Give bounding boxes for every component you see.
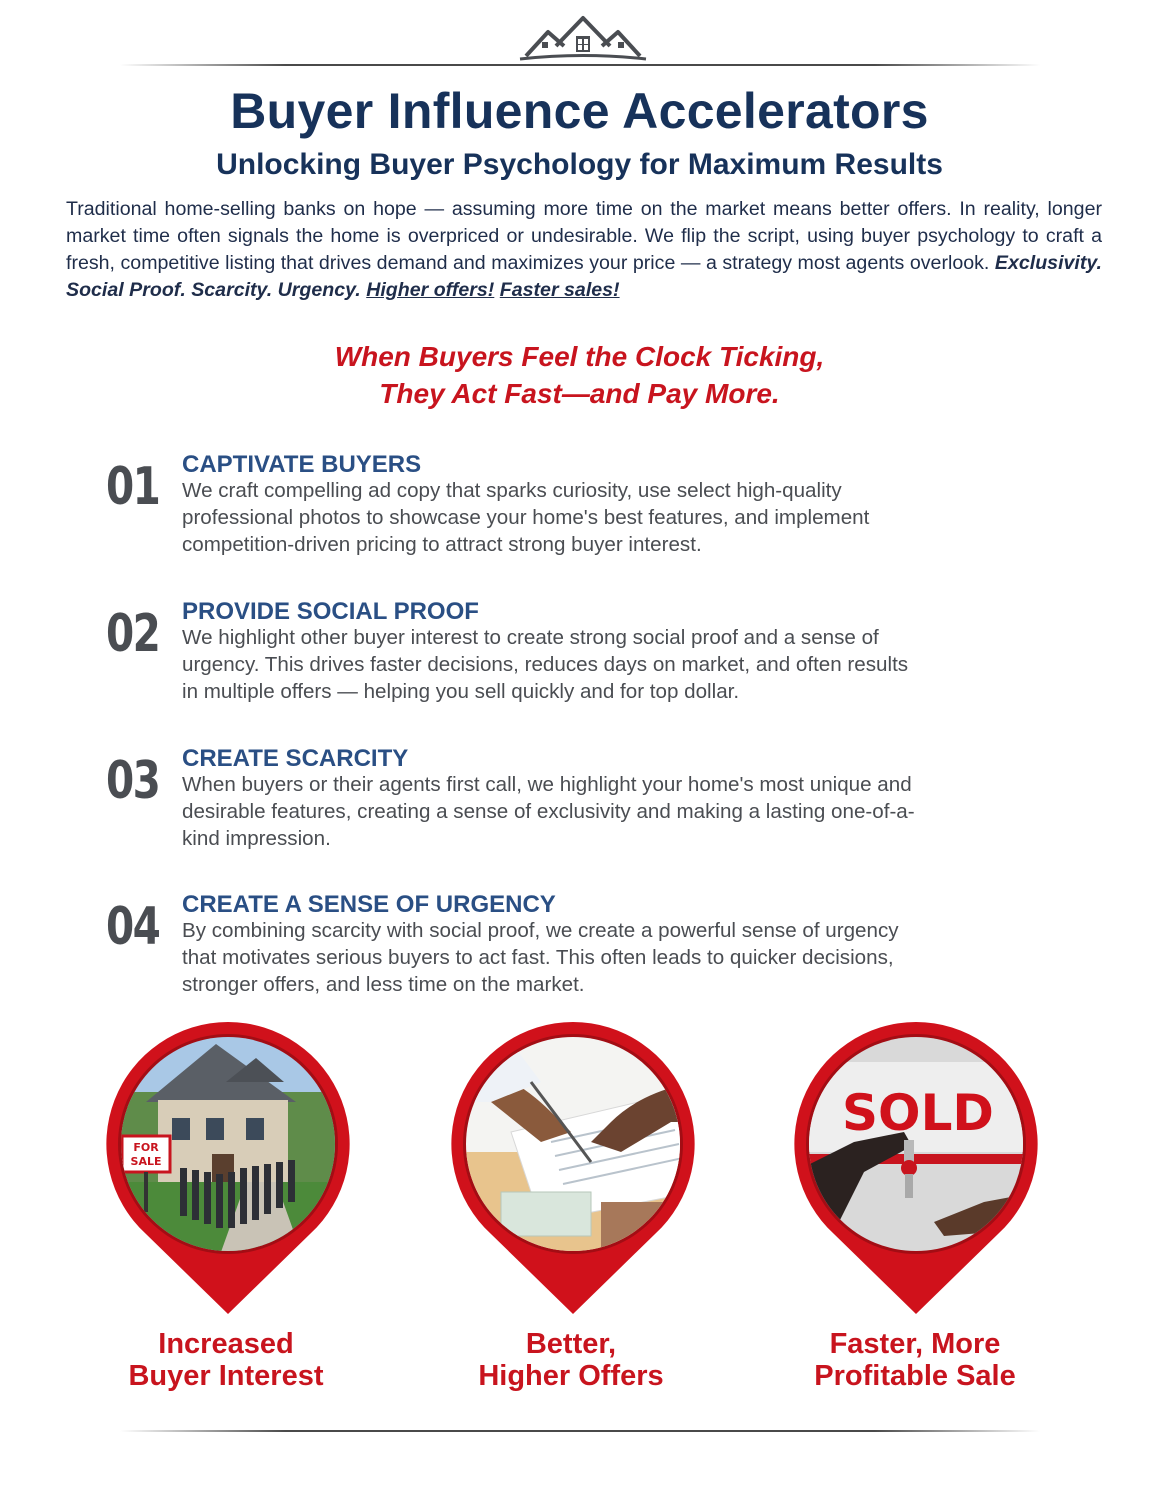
step-line: competition-driven pricing to attract strong buyer interest.	[182, 533, 702, 556]
benefit-pin-higher-offers	[451, 1022, 695, 1316]
step-description	[182, 771, 1032, 852]
step-line: professional photos to showcase your home's best features, and implement	[182, 506, 870, 529]
house-roofs-logo-icon	[518, 12, 648, 62]
top-divider	[120, 64, 1040, 66]
step-title: CREATE A SENSE OF URGENCY	[182, 891, 556, 918]
benefit-caption-higher-offers	[421, 1328, 721, 1392]
step-description	[182, 624, 1032, 705]
step-line: urgency. This drives faster decisions, reduces days on market, and often results	[182, 653, 909, 676]
svg-text:FOR: FOR	[133, 1141, 159, 1154]
step-line: kind impression.	[182, 827, 331, 850]
higher-offers-link[interactable]: Higher offers!	[366, 279, 495, 301]
tagline	[0, 338, 1159, 412]
step-line: desirable features, creating a sense of exclusivity and making a lasting one-of-a-	[182, 800, 915, 823]
sold-sign-text: SOLD	[842, 1084, 994, 1142]
svg-text:SALE: SALE	[130, 1155, 162, 1168]
caption-line: Higher Offers	[478, 1360, 664, 1392]
step-create-scarcity	[106, 745, 1046, 875]
step-number: 04	[106, 897, 160, 957]
step-number: 01	[106, 457, 160, 517]
tagline-line-2: They Act Fast—and Pay More.	[379, 378, 780, 409]
step-number: 02	[106, 604, 160, 664]
step-title: CREATE SCARCITY	[182, 745, 409, 772]
benefit-pin-buyer-interest	[106, 1022, 350, 1316]
benefit-caption-profitable-sale	[765, 1328, 1065, 1392]
step-line: that motivates serious buyers to act fast. This often leads to quicker decisions,	[182, 946, 894, 969]
tagline-line-1: When Buyers Feel the Clock Ticking,	[334, 341, 825, 372]
signing-contract-image	[451, 1022, 695, 1316]
caption-line: Profitable Sale	[814, 1360, 1016, 1392]
intro-emphasis: Exclusivity. Social Proof. Scarcity. Urgency.	[66, 252, 1102, 301]
step-title: CAPTIVATE BUYERS	[182, 451, 422, 478]
bottom-divider	[120, 1430, 1040, 1432]
step-line: By combining scarcity with social proof, we create a powerful sense of urgency	[182, 919, 899, 942]
step-line: We craft compelling ad copy that sparks curiosity, use select high-quality	[182, 479, 842, 502]
caption-line: Increased	[158, 1328, 294, 1360]
step-title: PROVIDE SOCIAL PROOF	[182, 598, 479, 625]
step-description	[182, 477, 1032, 558]
step-line: stronger offers, and less time on the market.	[182, 973, 585, 996]
benefit-pin-profitable-sale	[794, 1022, 1038, 1316]
sold-sign-key-handover-image	[794, 1022, 1038, 1316]
step-line: We highlight other buyer interest to create strong social proof and a sense of	[182, 626, 879, 649]
step-number: 03	[106, 751, 160, 811]
intro-text: Traditional home-selling banks on hope — assuming more time on the market means better offers. In reality, longer market time often signals the home is overpriced or undesirable. We flip the script, using buyer psychology to craft a fresh, competitive listing that drives demand and maximizes your price — a strategy most agents overlook.	[66, 198, 1102, 274]
intro-paragraph	[66, 196, 1102, 304]
step-line: When buyers or their agents first call, we highlight your home's most unique and	[182, 773, 912, 796]
step-create-urgency	[106, 891, 1046, 1021]
faster-sales-link[interactable]: Faster sales!	[499, 279, 620, 301]
step-description	[182, 917, 1032, 998]
house-with-buyer-line-image	[106, 1022, 350, 1316]
page-title: Buyer Influence Accelerators	[230, 83, 929, 139]
caption-line: Faster, More	[829, 1328, 1001, 1360]
step-line: in multiple offers — helping you sell quickly and for top dollar.	[182, 680, 740, 703]
caption-line: Buyer Interest	[128, 1360, 324, 1392]
step-captivate-buyers	[106, 451, 1046, 581]
benefit-caption-buyer-interest	[76, 1328, 376, 1392]
caption-line: Better,	[525, 1328, 617, 1360]
step-provide-social-proof	[106, 598, 1046, 728]
page-subtitle: Unlocking Buyer Psychology for Maximum Results	[216, 148, 943, 181]
